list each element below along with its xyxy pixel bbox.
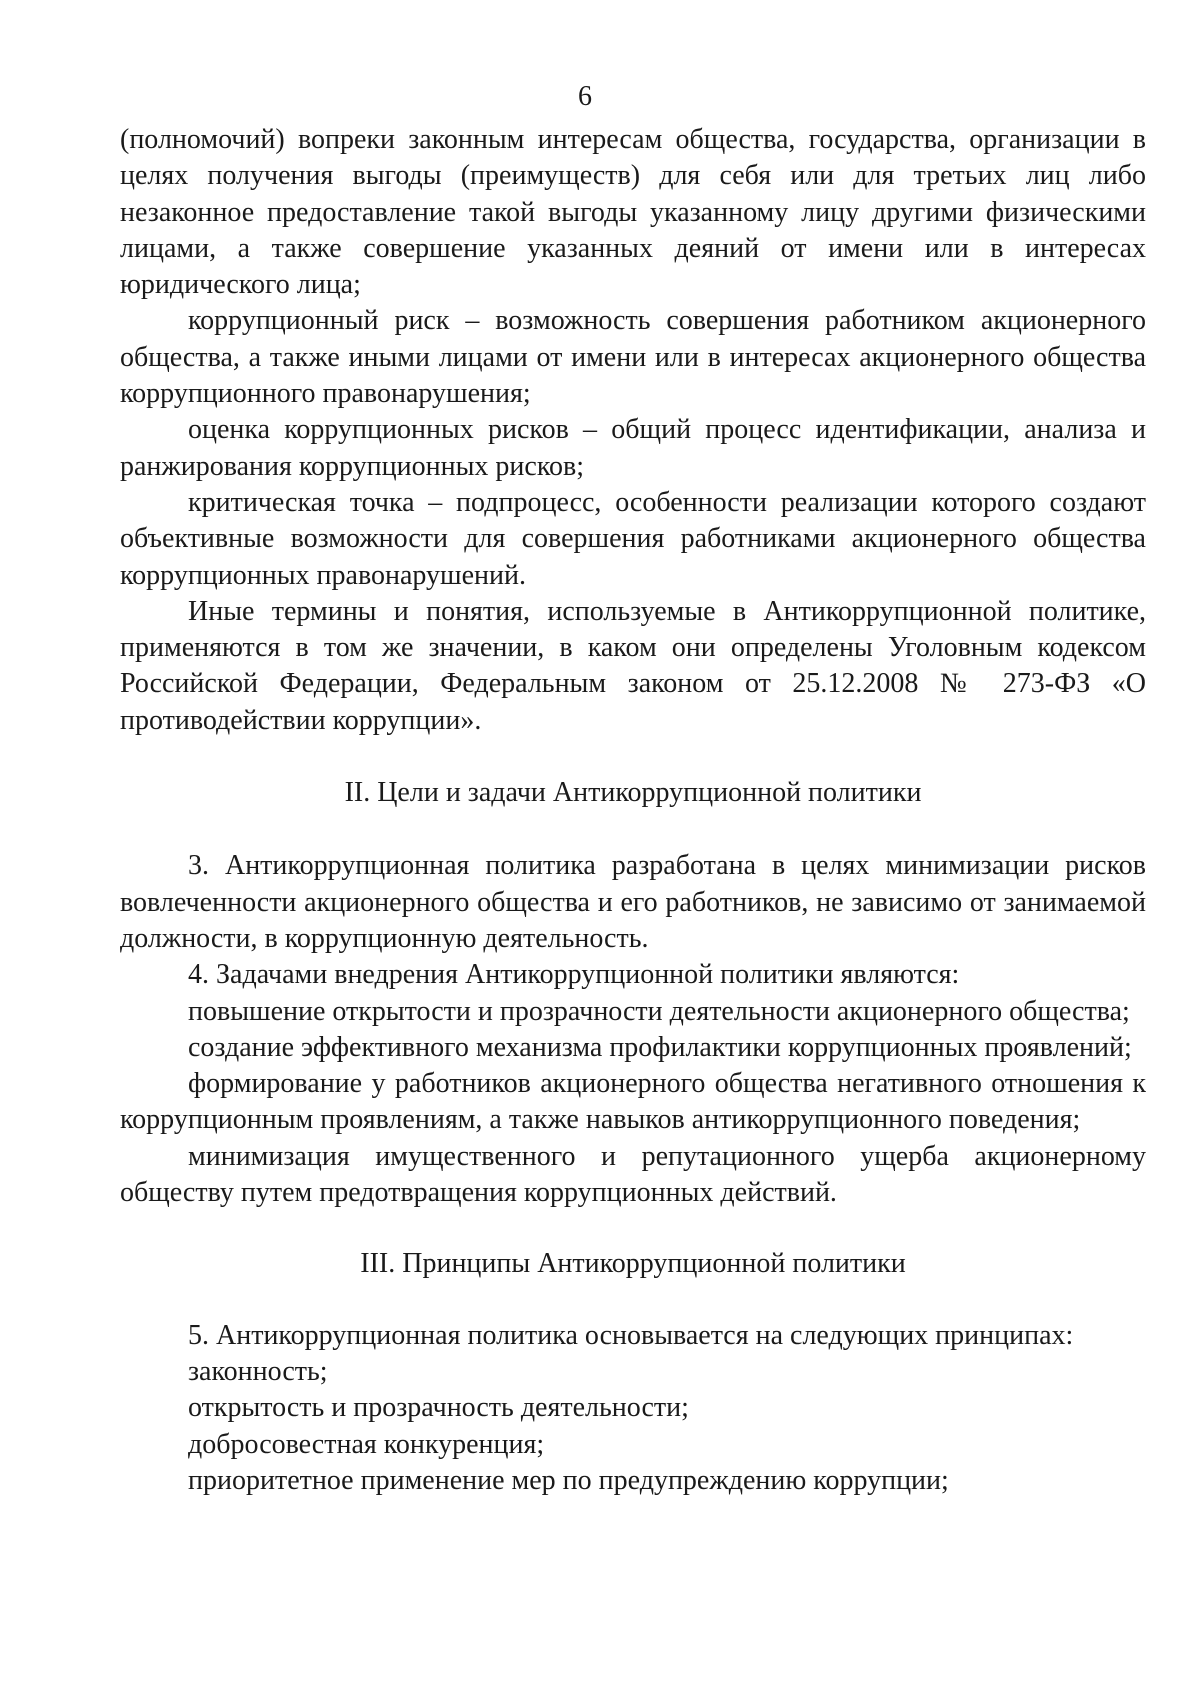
paragraph-other-terms: Иные термины и понятия, используемые в Антикоррупционной политике, применяются в том же значении, в каком они определены Уголовным кодексом Российской Федерации, Федеральным законом от 25.12.2008 № 273-ФЗ «О противодействии коррупции». (120, 595, 1146, 736)
page-number: 6 (578, 81, 592, 112)
section-heading-principles: III. Принципы Антикоррупционной политики (360, 1248, 906, 1280)
paragraph-definition-assessment: оценка коррупционных рисков – общий процесс идентификации, анализа и ранжирования коррупционных рисков; (120, 414, 1146, 482)
paragraph-item-5: 5. Антикоррупционная политика основывается на следующих принципах: (188, 1319, 1074, 1351)
list-item-task: создание эффективного механизма профилактики коррупционных проявлений; (188, 1031, 1132, 1063)
list-item-principle: приоритетное применение мер по предупреждению коррупции; (188, 1464, 949, 1496)
section-heading-goals: II. Цели и задачи Антикоррупционной политики (344, 777, 922, 809)
paragraph-item-4: 4. Задачами внедрения Антикоррупционной политики являются: (188, 959, 960, 991)
list-item-principle: добросовестная конкуренция; (188, 1428, 545, 1460)
list-item-principle: открытость и прозрачность деятельности; (188, 1392, 689, 1424)
paragraph-definition-risk: коррупционный риск – возможность совершения работником акционерного общества, а также иными лицами от имени или в интересах акционерного общества коррупционного правонарушения; (120, 305, 1146, 410)
list-item-task: формирование у работников акционерного общества негативного отношения к коррупционным проявлениям, а также навыков антикоррупционного поведения; (120, 1068, 1146, 1136)
list-item-principle: законность; (188, 1355, 328, 1387)
paragraph-definition-critical-point: критическая точка – подпроцесс, особенности реализации которого создают объективные возможности для совершения работниками акционерного общества коррупционных правонарушений. (120, 486, 1146, 591)
list-item-task: повышение открытости и прозрачности деятельности акционерного общества; (188, 995, 1130, 1027)
list-item-task: минимизация имущественного и репутационного ущерба акционерному обществу путем предотвращения коррупционных действий. (120, 1140, 1146, 1209)
document-body (120, 122, 1146, 1499)
paragraph-item-3: 3. Антикоррупционная политика разработана в целях минимизации рисков вовлеченности акционерного общества и его работников, не зависимо от занимаемой должности, в коррупционную деятельность. (120, 850, 1146, 954)
paragraph-continuation: (полномочий) вопреки законным интересам общества, государства, организации в целях получения выгоды (преимуществ) для себя или для третьих лиц либо незаконное предоставление такой выгоды указанному лицу другими физическими лицами, а также совершение указанных деяний от имени или в интересах юридического лица; (120, 124, 1146, 301)
